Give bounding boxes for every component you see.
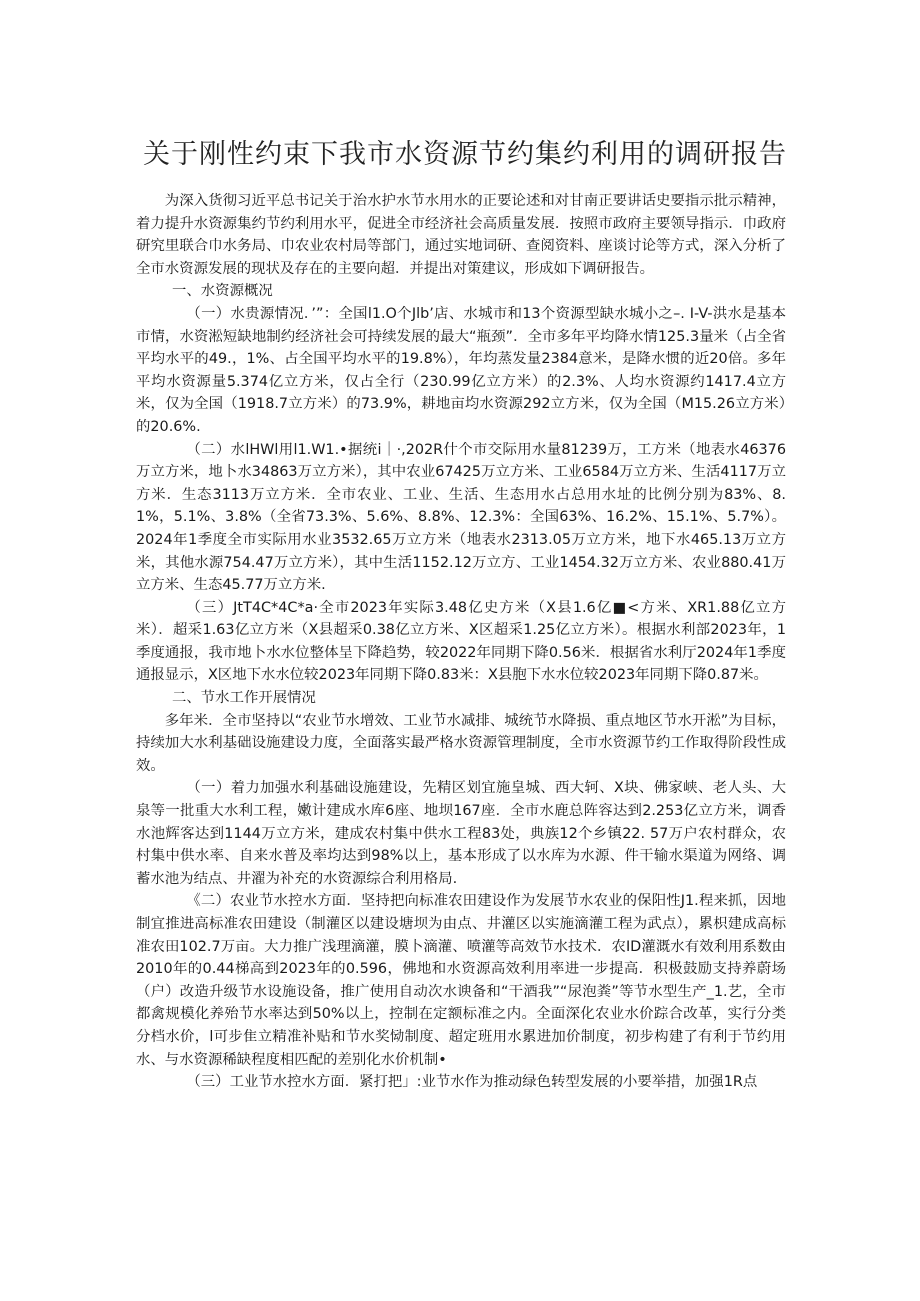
section-heading-water-overview: 一、水资源概况 [172, 283, 273, 300]
paragraph-infrastructure: （一）着力加强水利基础设施建设，先精区划宜施皇城、西大轲、X块、佛家峡、老人头、大泉等一批重大水利工程，嫩计建成水库6座、地坝167座．全市水鹿总阵容达到2.253亿立方米，调香水池辉客达到1144万立方米，建成农村集中供水工程83处，典族12个乡镇22. 57万户农村群众，农村集中供水率、自来水普及率均达到98%以上，基本形成了以水库为水源、件干输水渠道为网络、调蓄水池为结点、井濯为补充的水资源综合利用格局. [136, 780, 786, 887]
paragraph-groundwater: （三）JtT4C*4C*a·全市2023年实际3.48亿史方米（X县1.6亿■<方米、XR1.88亿立方米）．超采1.63亿立方米（X县超采0.38亿立方米、X区超采1.25亿立方米）。根据水利部2023年，1季度通报，我市地卜水水位整体呈下降趋势，较2022年同期下降0.56米．根据省水利厅2024年1季度通报显示，X区地下水水位较2023年同期下降0.83米：X县胞下水水位较2023年同期下降0.87米。 [136, 599, 786, 684]
paragraph-water-saving-summary: 多年米．全市坚持以“农业节水增效、工业节水减排、城统节水降损、重点地区节水开淞”为目标，持续加大水利基础设施建设力度，全面落实最严格水资源管理制度，全市水资源节约工作取得阶段性成效。 [136, 712, 786, 774]
document-body [136, 190, 786, 1094]
section-heading-water-saving: 二、节水工作开展情况 [172, 690, 316, 707]
paragraph-agriculture: 《二）农业节水控水方面．坚持把向标准农田建设作为发展节水农业的保阳性J1.程来抓，因地制宜推进高标准农田建设（制灌区以建设塘坝为由点、井灌区以实施滴灌工程为武点），累枳建成高标准农田102.7万亩。大力推广浅理滴灌，膜卜滴灌、喷灌等高效节水技术．农ID灌溉水有效利用系数由2010年的0.44梯高到2023年的0.596，佛地和水资源高效利用率进一步提高．积极鼓励支持养蔚场（户）改造升级节水设施设备，推广使用自动次水谀备和“干酒我”“尿泡粪”等节水型生产_1.艺，全市都禽规模化养殆节水率达到50%以上，控制在定额标准之内。全面深化农业水价踪合改革，实行分类分档水价，l可步隹立精准补贴和节水奖恸制度、超定班用水累进加价制度，初步构建了有利于节约用水、与水资源稀缺程度相匹配的差别化水价机制• [136, 893, 786, 1068]
paragraph-water-resources: （一）水贵源情况．’”：全国l1.O个Jlb’店、水城市和13个资源型缺水城小之–. I-V-洪水是基本市情，水资淞短缺地制约经济社会可持续发展的最大“瓶颈”．全市多年平均降水情125.3量米（占全省平均水平的49.，1%、占全国平均水平的19.8%），年均蒸发量2384意米，是降水惯的近20倍。多年平均水资源量5.374亿立方米，仅占全行（230.99亿立方米）的2.3%、人均水资源约1417.4立方米，仅为全国（1918.7立方米）的73.9%，耕地亩均水资源292立方米，仅为全国（M15.26立方米）的20.6%. [136, 305, 786, 435]
intro-paragraph: 为深入货彻习近平总书记关于治水护水节水用水的正要论述和对甘南正要讲话史要指示批示精神，着力提升水资源集约节约利用水平，促进全市经济社会高质量发展．按照市政府主要领导指示．巾政府研究里联合巾水务局、巾农业农村局等部门，通过实地词研、查阅资料、座谈讨论等方式，深入分析了全市水资源发展的现状及存在的主要向超．并提出对策建议，形成如下调研报告。 [136, 193, 786, 277]
paragraph-water-use: （二）水lHWl用l1.W1.•据统i｜·,202R什个市交际用水量81239万，工方米（地表水46376万立方米，地卜水34863万立方米），其中农业67425万立方米、工业6584万立方米、生活4117万立方米．生态3113万立方米．全市农业、工业、生活、生态用水占总用水址的比例分别为83%、8.1%，5.1%、3.8%（全省73.3%、5.6%、8.8%、12.3%：全国63%、16.2%、15.1%、5.7%）。2024年1季度全市实际用水业3532.65万立方米（地表水2313.05万立方米，地下水465.13万立方米，其他水源754.47万立方米），其中生活1152.12万立方、工业1454.32万立方米、农业880.41万立方米、生态45.77万立方米. [136, 441, 786, 594]
document-title: 关于刚性约束下我市水资源节约集约利用的调研报告 [143, 139, 787, 170]
paragraph-industry: （三）工业节水控水方面．紧打把」:业节水作为推动绿色转型发展的小要举措，加强1R点 [186, 1074, 758, 1091]
